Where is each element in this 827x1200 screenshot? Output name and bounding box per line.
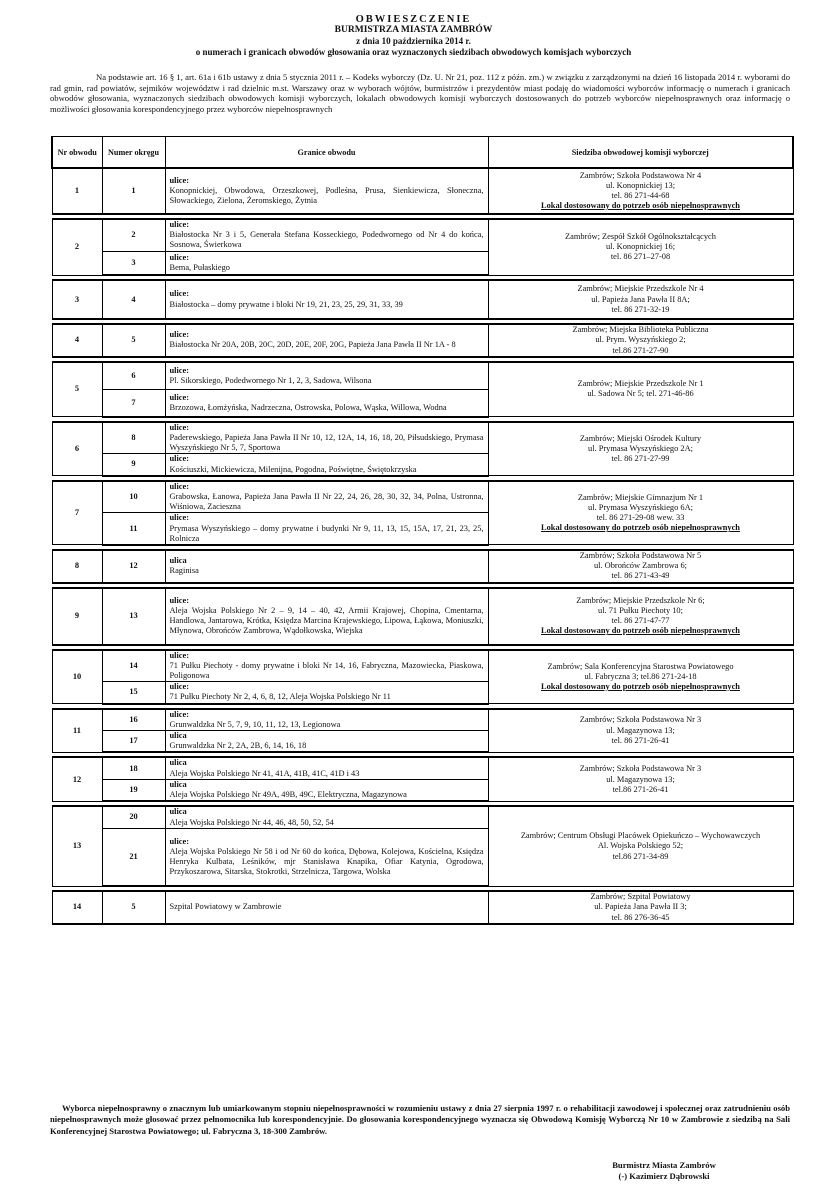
table-row [52,280,793,319]
seat-phone: tel. 86 271-32-19 [611,304,670,314]
seat-address: ul. Obrońców Zambrowa 6; [593,561,688,571]
district-number: 3 [52,280,102,319]
commission-seat [488,650,793,704]
district-number: 12 [52,757,102,801]
streets-label: ulice: [169,836,190,846]
district-boundaries [165,280,488,319]
commission-seat [488,422,793,476]
accessibility-note: Lokal dostosowany do potrzeb osób niepełnosprawnych [541,201,740,211]
district-number: 7 [52,481,102,545]
table-row [52,422,793,454]
streets-label: ulice: [169,682,190,692]
seat-name: Zambrów; Szpital Powiatowy [590,892,691,902]
district-number: 13 [52,806,102,886]
streets-label: ulice: [169,330,190,340]
streets-list: Szpital Powiatowy w Zambrowie [169,902,282,912]
streets-label: ulica [169,779,187,789]
district-boundaries [165,682,488,704]
doc-date: z dnia 10 października 2014 r. [356,36,471,46]
constituency-number: 18 [102,757,165,779]
doc-title: OBWIESZCZENIE [355,14,472,25]
district-boundaries [165,891,488,924]
streets-list: Aleja Wojska Polskiego Nr 2 – 9, 14 – 40, 42, Armii Krajowej, Chopina, Cmentarna, Handlowa, Jantarowa, Krótka, Księdza Marcina Krajewskiego, Lipowa, Łąkowa, Moniuszki, Młynowa, Obrońców Zambrowa, Wądołkowska, Wiejska [169,605,484,636]
seat-phone: tel. 86 271–27-08 [610,252,671,262]
district-number: 11 [52,709,102,753]
constituency-number: 4 [102,280,165,319]
streets-label: ulice: [169,252,190,262]
seat-phone: tel.86 271-27-90 [612,345,669,355]
commission-seat [488,168,793,214]
district-number: 2 [52,219,102,275]
constituency-number: 20 [102,806,165,828]
seat-name: Zambrów; Szkoła Podstawowa Nr 3 [579,715,702,725]
district-number: 10 [52,650,102,704]
table-row [52,168,793,214]
table-body [52,168,793,924]
district-boundaries [165,481,488,513]
commission-seat [488,362,793,417]
seat-name: Zambrów; Sala Konferencyjna Starostwa Powiatowego [547,661,734,671]
constituency-number: 3 [102,251,165,275]
constituency-number: 2 [102,219,165,251]
seat-phone: tel. 86 276-36-45 [611,912,670,922]
seat-phone: tel.86 271-34-89 [612,851,669,861]
seat-phone: tel. 86 271-47-77 [611,616,670,626]
constituency-number: 6 [102,362,165,390]
doc-subject: o numerach i granicach obwodów głosowania oraz wyznaczonych siedzibach obwodowych komisjach wyborczych [195,47,632,57]
seat-address: ul. 71 Pułku Piechoty 10; [598,605,683,615]
table-row [52,481,793,513]
accessibility-note: Lokal dostosowany do potrzeb osób niepełnosprawnych [541,523,740,533]
streets-list: Aleja Wojska Polskiego Nr 58 i od Nr 60 do końca, Dębowa, Kolejowa, Kościelna, Księdza Henryka Kulbata, Leśników, mjr Stanisława Knapika, Ofiar Katynia, Ogrodowa, Przykoszarowa, Sitarska, Stokrotki, Strzelnicza, Targowa, Wolska [169,846,484,877]
district-boundaries [165,454,488,476]
table-row [52,891,793,924]
district-boundaries [165,588,488,645]
commission-seat [488,757,793,801]
streets-label: ulice: [169,422,190,432]
seat-phone: tel.86 271-26-41 [612,784,669,794]
commission-seat [488,891,793,924]
streets-list: Prymasa Wyszyńskiego – domy prywatne i budynki Nr 9, 11, 13, 15, 15A, 17, 21, 23, 25, Rolnicza [169,523,484,543]
district-boundaries [165,422,488,454]
commission-seat [488,588,793,645]
streets-label: ulice: [169,481,190,491]
constituency-number: 15 [102,682,165,704]
constituency-number: 19 [102,779,165,801]
col-header-okreg: Numer okręgu [102,137,165,169]
table-row [52,709,793,731]
streets-list: Aleja Wojska Polskiego Nr 49A, 49B, 49C, Elektryczna, Magazynowa [169,790,407,800]
district-number: 9 [52,588,102,645]
streets-label: ulice: [169,709,190,719]
table-row [52,362,793,390]
constituency-number: 5 [102,324,165,357]
commission-seat [488,280,793,319]
streets-list: 71 Pułku Piechoty Nr 2, 4, 6, 8, 12, Aleja Wojska Polskiego Nr 11 [169,692,391,702]
district-number: 4 [52,324,102,357]
streets-label: ulica [169,758,187,768]
signature-role: Burmistrz Miasta Zambrów [612,1160,716,1170]
streets-label: ulice: [169,175,190,185]
district-boundaries [165,730,488,752]
seat-address: ul. Prymasa Wyszyńskiego 6A; [588,502,693,512]
district-boundaries [165,650,488,682]
seat-phone: tel. 86 271-43-49 [611,571,670,581]
streets-list: Konopnickiej, Obwodowa, Orzeszkowej, Podleśna, Prusa, Sienkiewicza, Słoneczna, Słowackiego, Zielona, Żeromskiego, Żytnia [169,185,484,206]
streets-label: ulica [169,807,187,817]
district-boundaries [165,757,488,779]
streets-list: Raginisa [169,566,199,576]
district-number: 6 [52,422,102,476]
commission-seat [488,219,793,275]
seat-address: ul. Sadowa Nr 5; tel. 271-46-86 [587,389,694,399]
district-number: 14 [52,891,102,924]
constituency-number: 21 [102,828,165,886]
streets-label: ulice: [169,454,190,464]
seat-phone: tel. 86 271-44-68 [611,191,670,200]
commission-seat [488,324,793,357]
district-boundaries [165,251,488,275]
seat-address: ul. Magazynowa 13; [606,725,675,735]
streets-list: Aleja Wojska Polskiego Nr 44, 46, 48, 50, 52, 54 [169,817,334,827]
seat-name: Zambrów; Szkoła Podstawowa Nr 4 [579,170,702,180]
table-row [52,650,793,682]
streets-label: ulice: [169,365,190,375]
constituency-number: 17 [102,730,165,752]
district-boundaries [165,390,488,417]
district-number: 1 [52,168,102,214]
seat-name: Zambrów; Miejski Ośrodek Kultury [579,433,702,443]
district-boundaries [165,828,488,886]
table-row [52,219,793,251]
accessibility-note: Lokal dostosowany do potrzeb osób niepełnosprawnych [541,626,740,636]
seat-name: Zambrów; Szkoła Podstawowa Nr 5 [579,550,702,560]
table-row [52,324,793,357]
streets-label: ulice: [169,220,190,229]
streets-list: Grunwaldzka Nr 5, 7, 9, 10, 11, 12, 13, Legionowa [169,719,341,729]
header [0,0,827,58]
streets-label: ulica [169,556,187,566]
accessibility-note: Lokal dostosowany do potrzeb osób niepełnosprawnych [541,681,740,691]
streets-list: Paderewskiego, Papieża Jana Pawła II Nr 10, 12, 12A, 14, 16, 18, 20, Piłsudskiego, Prymasa Wyszyńskiego Nr 5, 7, Sportowa [169,432,484,453]
col-header-granice: Granice obwodu [165,137,488,169]
signature-block [584,1160,744,1182]
seat-name: Zambrów; Zespół Szkół Ogólnokształcących [565,232,716,241]
constituency-number: 16 [102,709,165,731]
streets-label: ulice: [169,595,190,605]
constituency-number: 13 [102,588,165,645]
seat-name: Zambrów; Miejska Biblioteka Publiczna [572,325,709,335]
seat-phone: tel. 86 271-27-99 [611,454,670,464]
streets-list: Bema, Pułaskiego [169,262,230,272]
constituency-number: 1 [102,168,165,214]
seat-name: Zambrów; Miejskie Przedszkole Nr 4 [577,284,704,294]
streets-label: ulica [169,731,187,741]
seat-name: Zambrów; Szkoła Podstawowa Nr 3 [579,764,702,774]
district-boundaries [165,324,488,357]
seat-address: ul. Konopnickiej 13; [605,180,676,190]
table-row [52,550,793,583]
seat-address: ul. Konopnickiej 16; [605,242,676,252]
seat-name: Zambrów; Miejskie Przedszkole Nr 6; [576,595,705,605]
streets-list: Brzozowa, Łomżyńska, Nadrzeczna, Ostrowska, Polowa, Wąska, Willowa, Wodna [169,402,447,412]
streets-list: Grunwaldzka Nr 2, 2A, 2B, 6, 14, 16, 18 [169,741,307,751]
district-boundaries [165,550,488,583]
seat-address: ul. Prymasa Wyszyńskiego 2A; [588,443,693,453]
streets-list: 71 Pułku Piechoty - domy prywatne i bloki Nr 14, 16, Fabryczna, Mazowiecka, Piaskowa, Poligonowa [169,660,484,680]
constituency-number: 12 [102,550,165,583]
seat-name: Zambrów; Miejskie Przedszkole Nr 1 [577,379,704,389]
streets-list: Aleja Wojska Polskiego Nr 41, 41A, 41B, 41C, 41D i 43 [169,768,360,778]
seat-address: ul. Papieża Jana Pawła II 8A; [591,294,690,304]
constituency-number: 5 [102,891,165,924]
constituency-number: 14 [102,650,165,682]
seat-address: Al. Wojska Polskiego 52; [597,841,684,851]
district-boundaries [165,168,488,214]
district-boundaries [165,219,488,251]
streets-list: Białostocka Nr 20A, 20B, 20C, 20D, 20E, 20F, 20G, Papieża Jana Pawła II Nr 1A - 8 [169,340,456,350]
streets-label: ulice: [169,289,190,299]
district-number: 8 [52,550,102,583]
district-boundaries [165,779,488,801]
table-row [52,757,793,779]
streets-list: Białostocka – domy prywatne i bloki Nr 19, 21, 23, 25, 29, 31, 33, 39 [169,299,403,309]
district-number: 5 [52,362,102,417]
commission-seat [488,550,793,583]
seat-address: ul. Papieża Jana Pawła II 3; [594,902,687,912]
streets-list: Kościuszki, Mickiewicza, Milenijna, Pogodna, Poświętne, Świętokrzyska [169,464,417,474]
seat-address: ul. Prym. Wyszyńskiego 2; [595,335,686,345]
constituency-number: 9 [102,454,165,476]
constituency-number: 8 [102,422,165,454]
streets-list: Białostocka Nr 3 i 5, Generała Stefana Kosseckiego, Podedwornego od Nr 4 do końca, Sosnowa, Świerkowa [169,230,484,250]
streets-label: ulice: [169,392,190,402]
footer-note: Wyborca niepełnosprawny o znacznym lub umiarkowanym stopniu niepełnosprawności w rozumieniu ustawy z dnia 27 sierpnia 1997 r. o rehabilitacji zawodowej i społecznej oraz zatrudnieniu osób niepełnosprawnych może głosować przez pełnomocnika lub korespondencyjnie. Do głosowania korespondencyjnego wyznacza się Obwodową Komisję Wyborczą Nr 10 w Zambrowie z siedzibą na Sali Konferencyjnej Starostwa Powiatowego; ul. Fabryczna 3, 18-300 Zambrów. [50,1103,790,1136]
doc-issuer: BURMISTRZA MIASTA ZAMBRÓW [334,25,493,35]
seat-address: ul. Magazynowa 13; [606,774,675,784]
table-row [52,806,793,828]
streets-list: Grabowska, Łanowa, Papieża Jana Pawła II Nr 22, 24, 26, 28, 30, 32, 34, Polna, Ustronna, Wiśniowa, Zacieszna [169,491,484,512]
seat-address: ul. Fabryczna 3; tel.86 271-24-18 [584,671,697,681]
commission-seat [488,709,793,753]
commission-seat [488,481,793,545]
constituency-number: 7 [102,390,165,417]
district-boundaries [165,806,488,828]
col-header-siedziba: Siedziba obwodowej komisji wyborczej [488,137,793,169]
districts-table [51,136,794,925]
streets-label: ulice: [169,650,190,660]
intro-paragraph: Na podstawie art. 16 § 1, art. 61a i 61b ustawy z dnia 5 stycznia 2011 r. – Kodeks wyborczy (Dz. U. Nr 21, poz. 112 z późn. zm.) w związku z zarządzonymi na dzień 16 listopada 2014 r. wyborami do rad gmin, rad powiatów, sejmików województw i rad dzielnic m.st. Warszawy oraz w wyborach wójtów, burmistrzów i prezydentów miast podaję do wiadomości wyborców informację o numerach i granicach obwodów głosowania, wyznaczonych siedzibach obwodowych komisji wyborczych, lokalach obwodowych komisji wyborczych dostosowanych do potrzeb wyborców niepełnosprawnych oraz informację o możliwości głosowania korespondencyjnego przez wyborców niepełnosprawnych [50,72,790,114]
constituency-number: 10 [102,481,165,513]
commission-seat [488,806,793,886]
signature-name: (-) Kazimierz Dąbrowski [618,1171,710,1181]
seat-name: Zambrów; Miejskie Gimnazjum Nr 1 [577,492,704,502]
seat-name: Zambrów; Centrum Obsługi Placówek Opiekuńczo – Wychowawczych [520,831,761,841]
col-header-obwod: Nr obwodu [52,137,102,169]
table-row [52,588,793,645]
seat-phone: tel. 86 271-29-08 wew. 33 [596,513,685,523]
district-boundaries [165,362,488,390]
streets-label: ulice: [169,513,190,523]
streets-list: Pl. Sikorskiego, Podedwornego Nr 1, 2, 3, Sadowa, Wilsona [169,375,372,385]
seat-phone: tel. 86 271-26-41 [611,735,670,745]
constituency-number: 11 [102,513,165,545]
district-boundaries [165,709,488,731]
district-boundaries [165,513,488,545]
